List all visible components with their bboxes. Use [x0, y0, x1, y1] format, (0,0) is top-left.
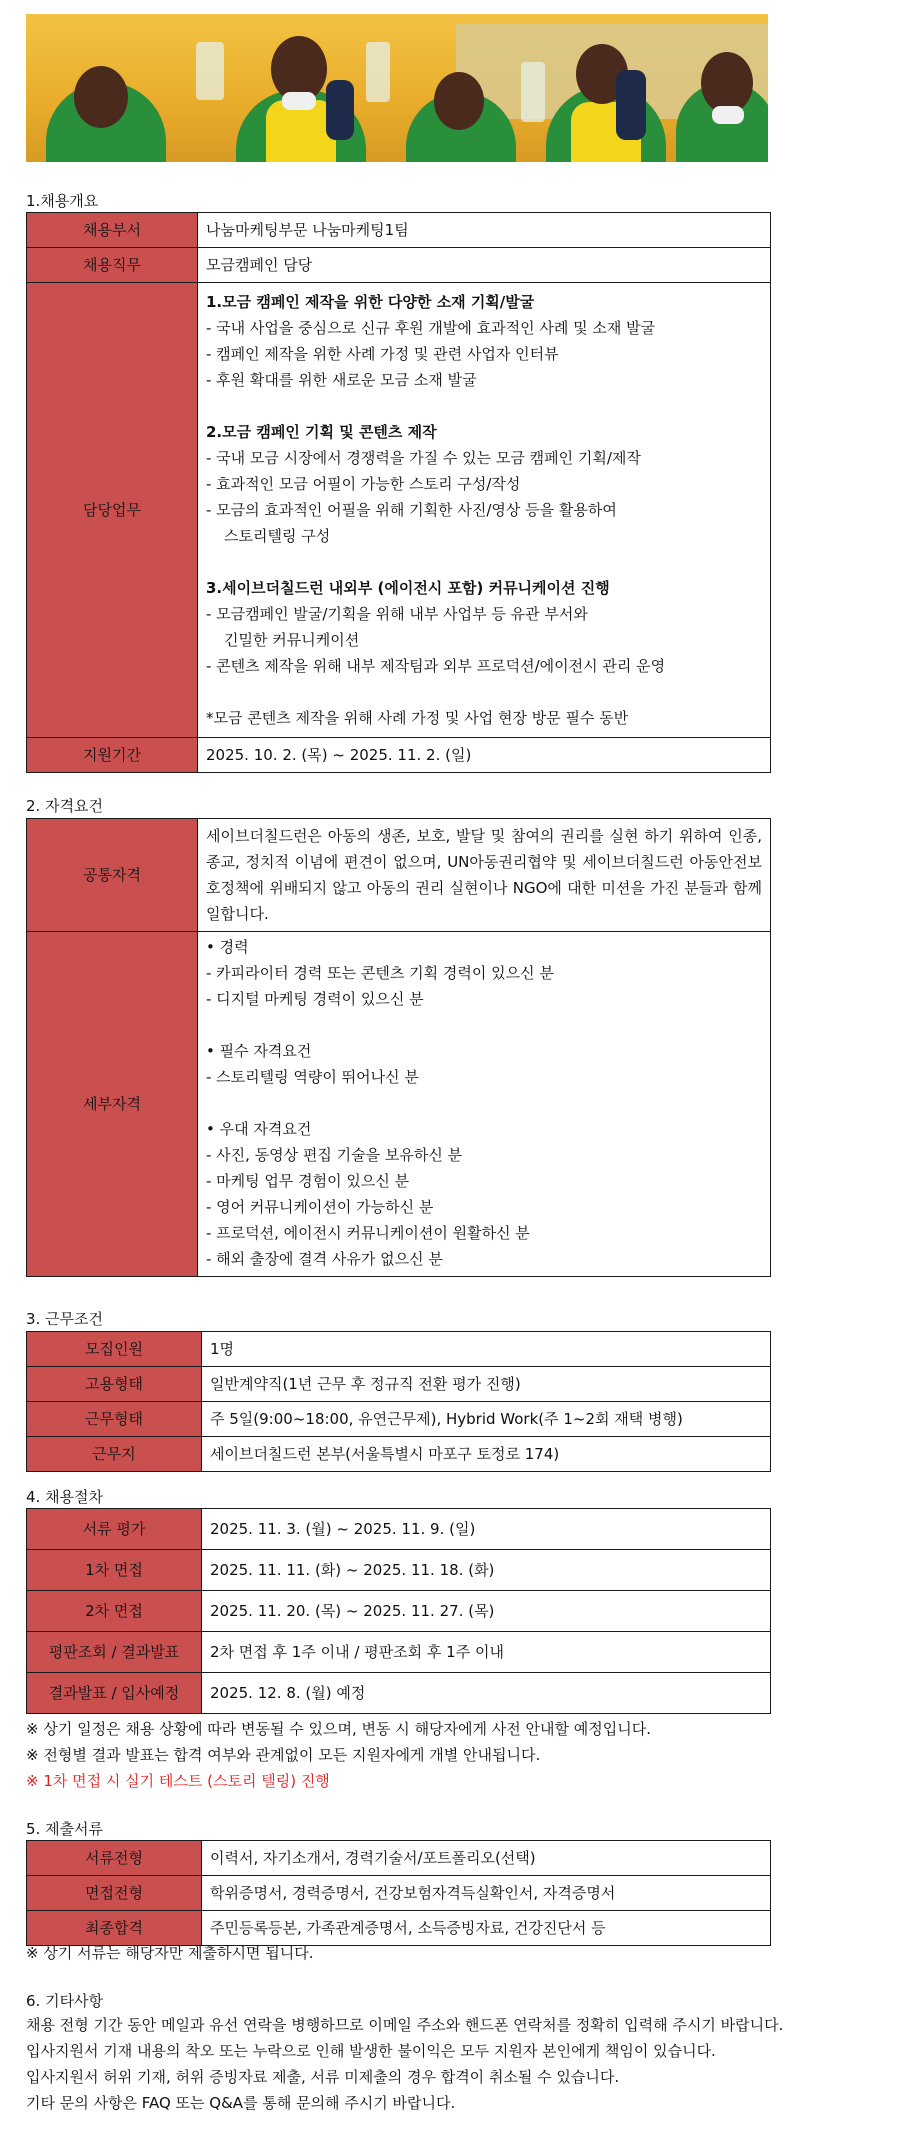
duty-item: - 캠페인 제작을 위한 사례 가정 및 관련 사업자 인터뷰 — [206, 345, 559, 363]
table-row — [27, 1591, 771, 1632]
row-label: 근무형태 — [27, 1402, 202, 1437]
duty-item: - 모금캠페인 발굴/기획을 위해 내부 사업부 등 유관 부서와 — [206, 605, 588, 623]
common-qualification-text: 세이브더칠드런은 아동의 생존, 보호, 발달 및 참여의 권리를 실현 하기 위하여 인종, 종교, 정치적 이념에 편견이 없으며, UN아동권리협약 및 세이브더칠드런 아동안전보호정책에 위배되지 않고 아동의 권리 실현이나 NGO에 대한 미션을 가진 분들과 함께 일합니다. — [198, 819, 771, 932]
duty-item: 긴밀한 커뮤니케이션 — [224, 631, 360, 649]
row-value: 1명 — [202, 1332, 771, 1367]
table-row — [27, 1673, 771, 1714]
row-label: 담당업무 — [27, 283, 198, 738]
table-row — [27, 1876, 771, 1911]
duty-heading: 2.모금 캠페인 기획 및 콘텐츠 제작 — [206, 423, 437, 441]
row-label: 서류 평가 — [27, 1509, 202, 1550]
row-value: 주민등록등본, 가족관계증명서, 소득증빙자료, 건강진단서 등 — [202, 1911, 771, 1946]
row-value: 모금캠페인 담당 — [198, 248, 771, 283]
qual-item: - 마케팅 업무 경험이 있으신 분 — [206, 1172, 410, 1190]
table-row — [27, 1332, 771, 1367]
table-row — [27, 932, 771, 1277]
row-label: 서류전형 — [27, 1841, 202, 1876]
table-row — [27, 1402, 771, 1437]
conditions-table — [26, 1331, 771, 1472]
overview-table — [26, 212, 771, 773]
row-label: 고용형태 — [27, 1367, 202, 1402]
qual-item: - 해외 출장에 결격 사유가 없으신 분 — [206, 1250, 443, 1268]
row-label: 최종합격 — [27, 1911, 202, 1946]
row-label: 결과발표 / 입사예정 — [27, 1673, 202, 1714]
misc-line: 채용 전형 기간 동안 메일과 유선 연락을 병행하므로 이메일 주소와 핸드폰 연락처를 정확히 입력해 주시기 바랍니다. — [26, 2016, 784, 2034]
process-table — [26, 1508, 771, 1714]
duty-item: - 효과적인 모금 어필이 가능한 스토리 구성/작성 — [206, 475, 521, 493]
section-title-misc: 6. 기타사항 — [26, 1992, 104, 2010]
section-title-documents: 5. 제출서류 — [26, 1820, 104, 1838]
table-row — [27, 819, 771, 932]
table-row — [27, 738, 771, 773]
row-label: 2차 면접 — [27, 1591, 202, 1632]
qual-heading: • 경력 — [206, 938, 249, 956]
row-label: 1차 면접 — [27, 1550, 202, 1591]
row-label: 공통자격 — [27, 819, 198, 932]
table-row — [27, 213, 771, 248]
table-row — [27, 1509, 771, 1550]
table-row — [27, 1367, 771, 1402]
row-value: 2025. 11. 20. (목) ~ 2025. 11. 27. (목) — [202, 1591, 771, 1632]
process-note: ※ 전형별 결과 발표는 합격 여부와 관계없이 모든 지원자에게 개별 안내됩니다. — [26, 1746, 541, 1764]
row-label: 세부자격 — [27, 932, 198, 1277]
row-label: 채용부서 — [27, 213, 198, 248]
detail-cell — [198, 932, 771, 1277]
row-label: 근무지 — [27, 1437, 202, 1472]
row-label: 평판조회 / 결과발표 — [27, 1632, 202, 1673]
qual-item: - 카피라이터 경력 또는 콘텐츠 기획 경력이 있으신 분 — [206, 964, 554, 982]
row-value: 일반계약직(1년 근무 후 정규직 전환 평가 진행) — [202, 1367, 771, 1402]
table-row — [27, 1632, 771, 1673]
duty-item: - 국내 사업을 중심으로 신규 후원 개발에 효과적인 사례 및 소재 발굴 — [206, 319, 656, 337]
section-title-process: 4. 채용절차 — [26, 1488, 104, 1506]
process-note: ※ 상기 일정은 채용 상황에 따라 변동될 수 있으며, 변동 시 해당자에게 사전 안내할 예정입니다. — [26, 1720, 651, 1738]
duty-item: - 모금의 효과적인 어필을 위해 기획한 사진/영상 등을 활용하여 — [206, 501, 617, 519]
qual-item: - 사진, 동영상 편집 기술을 보유하신 분 — [206, 1146, 463, 1164]
duty-item: - 콘텐츠 제작을 위해 내부 제작팀과 외부 프로덕션/에이전시 관리 운영 — [206, 657, 666, 675]
row-label: 채용직무 — [27, 248, 198, 283]
misc-line: 입사지원서 기재 내용의 착오 또는 누락으로 인해 발생한 불이익은 모두 지원자 본인에게 책임이 있습니다. — [26, 2042, 716, 2060]
misc-line: 입사지원서 허위 기재, 허위 증빙자료 제출, 서류 미제출의 경우 합격이 취소될 수 있습니다. — [26, 2068, 620, 2086]
hero-photo — [26, 14, 768, 162]
row-value: 2025. 11. 3. (월) ~ 2025. 11. 9. (일) — [202, 1509, 771, 1550]
row-value: 2025. 11. 11. (화) ~ 2025. 11. 18. (화) — [202, 1550, 771, 1591]
duty-item: - 국내 모금 시장에서 경쟁력을 가질 수 있는 모금 캠페인 기획/제작 — [206, 449, 641, 467]
duty-item: 스토리텔링 구성 — [224, 527, 331, 545]
qual-heading: • 필수 자격요건 — [206, 1042, 312, 1060]
row-value: 이력서, 자기소개서, 경력기술서/포트폴리오(선택) — [202, 1841, 771, 1876]
table-row — [27, 248, 771, 283]
row-value: 나눔마케팅부문 나눔마케팅1팀 — [198, 213, 771, 248]
table-row — [27, 1437, 771, 1472]
qual-item: - 디지털 마케팅 경력이 있으신 분 — [206, 990, 424, 1008]
table-row — [27, 1841, 771, 1876]
row-value: 2차 면접 후 1주 이내 / 평판조회 후 1주 이내 — [202, 1632, 771, 1673]
section-title-conditions: 3. 근무조건 — [26, 1310, 104, 1328]
row-value: 주 5일(9:00~18:00, 유연근무제), Hybrid Work(주 1~2회 재택 병행) — [202, 1402, 771, 1437]
table-row — [27, 1550, 771, 1591]
qual-item: - 스토리텔링 역량이 뛰어나신 분 — [206, 1068, 419, 1086]
duty-heading: 3.세이브더칠드런 내외부 (에이전시 포함) 커뮤니케이션 진행 — [206, 579, 610, 597]
qual-heading: • 우대 자격요건 — [206, 1120, 312, 1138]
duty-cell — [198, 283, 771, 738]
documents-table — [26, 1840, 771, 1946]
section-title-qualifications: 2. 자격요건 — [26, 797, 104, 815]
duty-note: *모금 콘텐츠 제작을 위해 사례 가정 및 사업 현장 방문 필수 동반 — [206, 709, 629, 727]
documents-note: ※ 상기 서류는 해당자만 제출하시면 됩니다. — [26, 1944, 314, 1962]
row-value: 2025. 10. 2. (목) ~ 2025. 11. 2. (일) — [198, 738, 771, 773]
row-value: 세이브더칠드런 본부(서울특별시 마포구 토정로 174) — [202, 1437, 771, 1472]
qualifications-table — [26, 818, 771, 1277]
row-value: 학위증명서, 경력증명서, 건강보험자격득실확인서, 자격증명서 — [202, 1876, 771, 1911]
row-value: 2025. 12. 8. (월) 예정 — [202, 1673, 771, 1714]
qual-item: - 프로덕션, 에이전시 커뮤니케이션이 원활하신 분 — [206, 1224, 530, 1242]
section-title-overview: 1.채용개요 — [26, 192, 99, 210]
row-label: 지원기간 — [27, 738, 198, 773]
misc-line: 기타 문의 사항은 FAQ 또는 Q&A를 통해 문의해 주시기 바랍니다. — [26, 2094, 456, 2112]
interview-test-note: ※ 1차 면접 시 실기 테스트 (스토리 텔링) 진행 — [26, 1772, 330, 1790]
duty-heading: 1.모금 캠페인 제작을 위한 다양한 소재 기획/발굴 — [206, 293, 535, 311]
row-label: 면접전형 — [27, 1876, 202, 1911]
row-label: 모집인원 — [27, 1332, 202, 1367]
qual-item: - 영어 커뮤니케이션이 가능하신 분 — [206, 1198, 434, 1216]
duty-item: - 후원 확대를 위한 새로운 모금 소재 발굴 — [206, 371, 477, 389]
table-row — [27, 283, 771, 738]
